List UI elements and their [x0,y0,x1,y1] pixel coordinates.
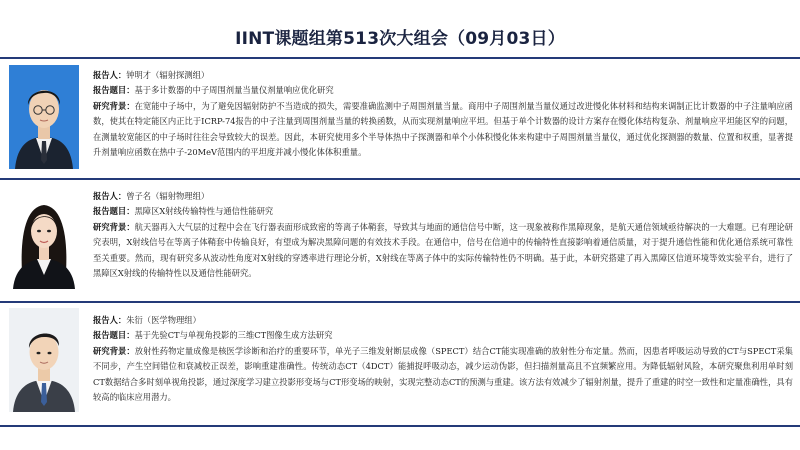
reporter-photo-3 [9,308,79,412]
reporter-line: 报告人：朱衍（医学物理组） [93,315,201,325]
background-paragraph: 研究背景：放射性药物定量成像是核医学诊断和治疗的重要环节，单光子三维发射断层成像（SPECT）结合CT能实现准确的放射性分布定量。然而，因患者呼吸运动导致的CT与SPECT采集不同步，产生空间错位和衰减校正误差，影响重建准确性。传统动态CT（4DCT）能捕捉呼吸动态，减少运动伪影，但扫描剂量高且不宜频繁应用。为降低辐射风险，本研究聚焦利用单时刻CT数据结合多时刻单视角投影，通过深度学习建立投影形变场与CT形变场的映射，实现完整动态CT的预测与重建。该方法有效减少了辐射剂量，提升了重建的时空一致性和定量准确性，具有较高的临床应用潜力。 [93,345,793,403]
background-paragraph: 研究背景：在宽能中子场中，为了避免因辐射防护不当造成的损失，需要准确监测中子周围剂量当量。商用中子周围剂量当量仪通过改进慢化体材料和结构来调制正比计数器的中子注量响应函数，使其在特定能区内正比于ICRP-74报告的中子注量到周围剂量当量的转换函数，从而实现剂量响应平坦。但基于单个计数器的设计方案存在慢化体结构复杂、剂量响应平坦能区窄的问题，在测量较宽能区的中子场时往往会导致较大的误差。因此，本研究使用多个半导体热中子探测器和单个小体积慢化体来构建中子周围剂量当量仪，通过优化探测器的数量、位置和权重，显著提升剂量响应函数在热中子-20MeV范围内的平坦度并减小慢化体体积重量。 [93,100,793,158]
divider-top [0,57,800,59]
reporter-line: 报告人：钟明才（辐射探测组） [93,70,210,80]
divider-1 [0,178,800,180]
reporter-name: 曾子名（辐射物理组） [126,191,210,201]
reporter-photo-1 [9,65,79,169]
background-text: 航天器再入大气层的过程中会在飞行器表面形成致密的等离子体鞘套，导致其与地面的通信信号中断，这一现象被称作黑障现象，是航天通信领域亟待解决的一大难题。已有理论研究表明，X射线信号在等离子体鞘套中传输良好，有望成为解决黑障问题的有效技术手段。在通信中，信号在信道中的传输特性直接影响着通信质量，对于提升通信性能和优化通信系统可靠性至关重要。然而，现有研究多从波动性角度对X射线的穿透率进行理论分析，X射线在等离子体中的实际传输特性仍不明确。基于此，本研究搭建了再入黑障区信道环境等效实验平台，进行了黑障区X射线的传输特性以及通信性能研究。 [93,221,793,279]
reporter-name: 朱衍（医学物理组） [126,315,201,325]
reporter-photo-2 [9,185,79,289]
report-topic: 黑障区X射线传输特性与通信性能研究 [134,206,274,217]
background-text: 在宽能中子场中，为了避免因辐射防护不当造成的损失，需要准确监测中子周围剂量当量。商用中子周围剂量当量仪通过改进慢化体材料和结构来调制正比计数器的中子注量响应函数，使其在特定能区内正比于ICRP-74报告的中子注量到周围剂量当量的转换函数，从而实现剂量响应平坦。但基于单个计数器的设计方案存在慢化体结构复杂、剂量响应平坦能区窄的问题，在测量较宽能区的中子场时往往会导致较大的误差。因此，本研究使用多个半导体热中子探测器和单个小体积慢化体来构建中子周围剂量当量仪，通过优化探测器的数量、位置和权重，显著提升剂量响应函数在热中子-20MeV范围内的平坦度并减小慢化体体积重量。 [93,100,793,158]
background-text: 放射性药物定量成像是核医学诊断和治疗的重要环节，单光子三维发射断层成像（SPECT）结合CT能实现准确的放射性分布定量。然而，因患者呼吸运动导致的CT与SPECT采集不同步，产生空间错位和衰减校正误差，影响重建准确性。传统动态CT（4DCT）能捕捉呼吸动态，减少运动伪影，但扫描剂量高且不宜频繁应用。为降低辐射风险，本研究聚焦利用单时刻CT数据结合多时刻单视角投影，通过深度学习建立投影形变场与CT形变场的映射，实现完整动态CT的预测与重建。该方法有效减少了辐射剂量，提升了重建的时空一致性和定量准确性，具有较高的临床应用潜力。 [93,345,793,403]
page-title: IINT课题组第513次大组会（09月03日） [235,29,565,49]
background-paragraph: 研究背景：航天器再入大气层的过程中会在飞行器表面形成致密的等离子体鞘套，导致其与地面的通信信号中断，这一现象被称作黑障现象，是航天通信领域亟待解决的一大难题。已有理论研究表明，X射线信号在等离子体鞘套中传输良好，有望成为解决黑障问题的有效技术手段。在通信中，信号在信道中的传输特性直接影响着通信质量，对于提升通信性能和优化通信系统可靠性至关重要。然而，现有研究多从波动性角度对X射线的穿透率进行理论分析，X射线在等离子体中的实际传输特性仍不明确。基于此，本研究搭建了再入黑障区信道环境等效实验平台，进行了黑障区X射线的传输特性以及通信性能研究。 [93,221,793,279]
topic-line: 报告题目：基于先验CT与单视角投影的三维CT图像生成方法研究 [93,330,333,341]
report-topic: 基于先验CT与单视角投影的三维CT图像生成方法研究 [134,330,333,341]
topic-line: 报告题目：基于多计数器的中子周围剂量当量仪剂量响应优化研究 [93,85,334,96]
reporter-name: 钟明才（辐射探测组） [126,70,210,80]
divider-bottom [0,425,800,427]
topic-line: 报告题目：黑障区X射线传输特性与通信性能研究 [93,206,274,217]
reporter-line: 报告人：曾子名（辐射物理组） [93,191,210,201]
divider-2 [0,301,800,303]
report-topic: 基于多计数器的中子周围剂量当量仪剂量响应优化研究 [134,85,334,96]
